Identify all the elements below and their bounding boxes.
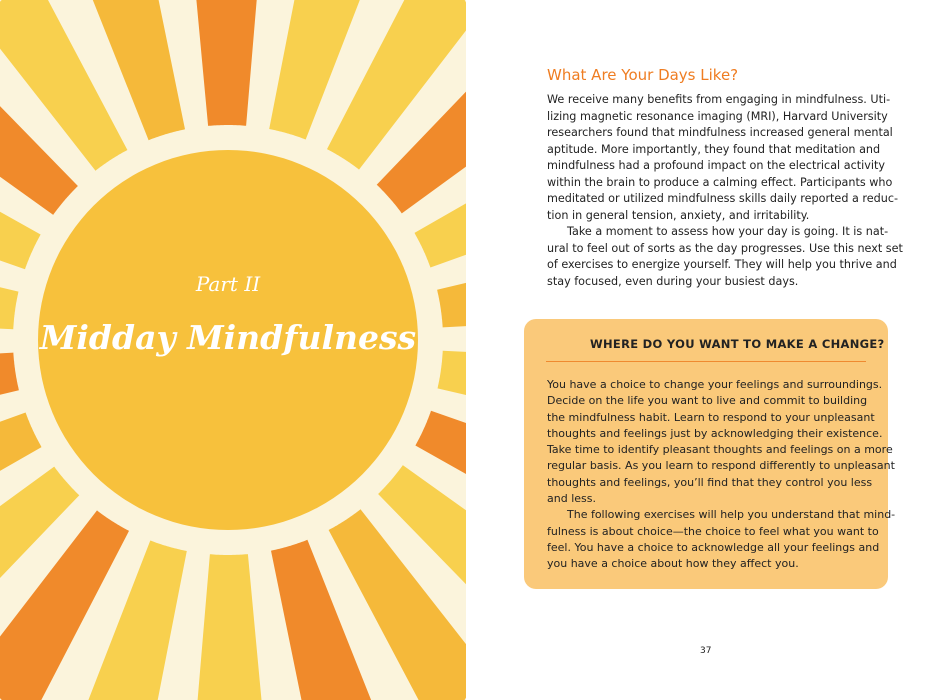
text-line: You have a choice to change your feelings and surroundings.: [547, 378, 883, 391]
callout-heading: WHERE DO YOU WANT TO MAKE A CHANGE?: [590, 337, 885, 351]
text-line: thoughts and feelings, you’ll find that they control you less: [547, 475, 873, 489]
text-line: thoughts and feelings just by acknowledging their existence.: [547, 426, 883, 440]
page-number: 37: [700, 646, 712, 656]
sun-ray: [198, 554, 262, 700]
text-line: researchers found that mindfulness increased general mental: [547, 126, 893, 139]
illustration-page: [0, 0, 466, 700]
sun-ray: [415, 203, 467, 267]
callout-box: [524, 319, 896, 589]
text-line: Take a moment to assess how your day is going. It is nat-: [567, 225, 889, 238]
text-line: lizing magnetic resonance imaging (MRI), Harvard University: [547, 109, 888, 123]
part-title: Midday Mindfulness: [39, 318, 417, 357]
text-line: The following exercises will help you understand that mind-: [567, 508, 896, 522]
text-line: Decide on the life you want to live and commit to building: [547, 394, 868, 408]
text-line: aptitude. More importantly, they found that meditation and: [547, 142, 881, 156]
body-text: [547, 92, 903, 290]
text-line: mindfulness had a profound impact on the electrical activity: [547, 159, 885, 172]
text-line: meditated or utilized mindfulness skills daily reported a reduc-: [547, 192, 899, 205]
sun-ray: [196, 0, 256, 126]
text-line: stay focused, even during your busiest days.: [547, 274, 799, 288]
text-page: [466, 0, 933, 700]
divider: [546, 361, 866, 362]
text-line: ural to feel out of sorts as the day progresses. Use this next set: [547, 241, 903, 255]
text-line: fulness is about choice—the choice to feel what you want to: [547, 524, 879, 538]
text-line: Take time to identify pleasant thoughts and feelings on a more: [547, 443, 893, 457]
sun-ray: [0, 413, 42, 471]
text-line: tion in general tension, anxiety, and irritability.: [547, 208, 810, 222]
text-line: the mindfulness habit. Learn to respond to your unpleasant: [547, 410, 875, 424]
text-line: and less.: [547, 492, 596, 506]
text-line: of exercises to energize yourself. They will help you thrive and: [547, 258, 897, 271]
text-line: feel. You have a choice to acknowledge all your feelings and: [547, 540, 880, 554]
text-line: regular basis. As you learn to respond differently to unpleasant: [547, 459, 895, 473]
sun-ray: [438, 351, 467, 395]
part-label: Part II: [195, 272, 261, 296]
sun-ray: [0, 212, 41, 270]
sun-ray: [415, 411, 466, 474]
callout-text: [547, 377, 895, 573]
section-heading: What Are Your Days Like?: [547, 66, 739, 84]
text-line: you have a choice about how they affect you.: [547, 557, 799, 571]
sun-ray: [0, 353, 19, 395]
text-line: within the brain to produce a calming effect. Participants who: [547, 175, 893, 189]
text-line: We receive many benefits from engaging in mindfulness. Uti-: [547, 93, 891, 106]
